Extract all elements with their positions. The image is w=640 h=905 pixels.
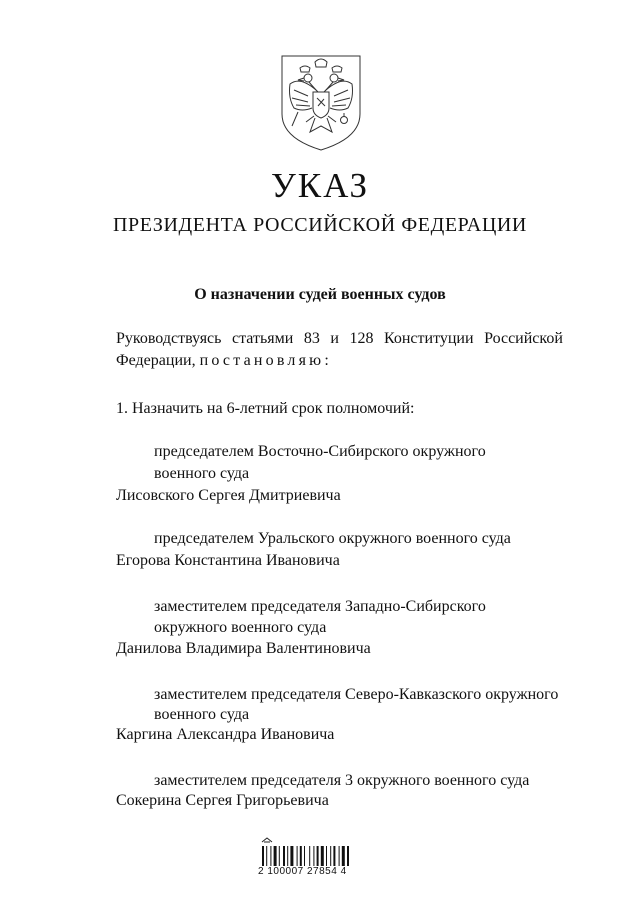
preamble-resolve-word: постановляю: <box>199 352 332 369</box>
appointment-position: председателем Восточно-Сибирского окружного <box>154 443 486 460</box>
barcode-number: 2 100007 27854 4 <box>258 866 347 877</box>
appointment-person: Лисовского Сергея Дмитриевича <box>116 487 341 504</box>
appointment-position: председателем Уральского окружного военного суда <box>154 530 511 547</box>
preamble-word: Конституции <box>383 330 474 347</box>
decree-title: УКАЗ <box>270 166 370 205</box>
preamble-word: Российской <box>484 330 563 347</box>
preamble-line-2 <box>116 350 332 372</box>
appointment-position: заместителем председателя Северо-Кавказского окружного <box>154 686 559 703</box>
preamble-word: Руководствуясь <box>116 330 222 347</box>
appointment-person: Данилова Владимира Валентиновича <box>116 640 371 657</box>
item-1: 1. Назначить на 6-летний срок полномочий: <box>116 400 415 417</box>
preamble-line-1 <box>116 328 563 350</box>
appointment-person: Егорова Константина Ивановича <box>116 552 340 569</box>
decree-subtitle: ПРЕЗИДЕНТА РОССИЙСКОЙ ФЕДЕРАЦИИ <box>113 214 527 236</box>
preamble-word: 83 <box>303 330 320 347</box>
appointment-position: военного суда <box>154 465 250 482</box>
preamble-word: 128 <box>349 330 374 347</box>
preamble-word: статьями <box>231 330 294 347</box>
appointment-person: Каргина Александра Ивановича <box>116 726 335 743</box>
appointment-person: Сокерина Сергея Григорьевича <box>116 792 329 809</box>
appointment-position: заместителем председателя 3 окружного военного суда <box>154 772 530 789</box>
appointment-position: заместителем председателя Западно-Сибирского <box>154 598 486 615</box>
appointment-position: окружного военного суда <box>154 619 327 636</box>
decree-heading: О назначении судей военных судов <box>194 286 446 303</box>
coat-of-arms-icon <box>278 52 364 152</box>
preamble-word: и <box>330 330 339 347</box>
appointment-position: военного суда <box>154 706 250 723</box>
preamble-line-2-start: Федерации, <box>116 352 196 369</box>
